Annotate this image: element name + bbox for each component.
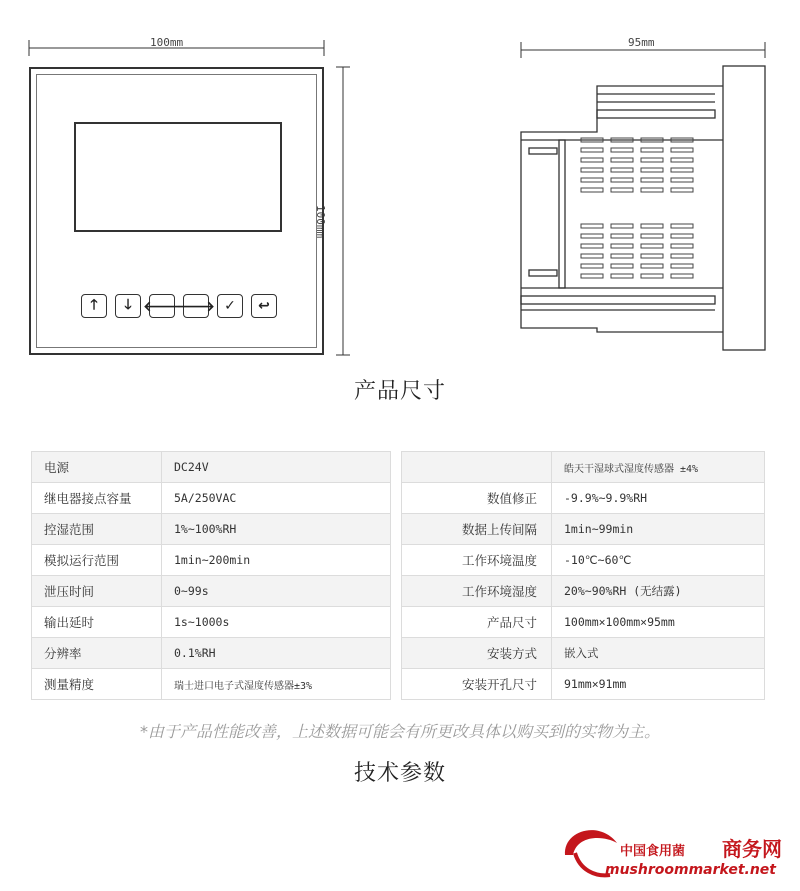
table-row bbox=[402, 669, 765, 700]
table-row bbox=[402, 638, 765, 669]
front-width-label: 100mm bbox=[150, 36, 184, 49]
spec-label: 测量精度 bbox=[32, 669, 162, 700]
left-arrow-icon[interactable]: 🡐 bbox=[149, 294, 175, 318]
table-row bbox=[402, 483, 765, 514]
spec-value: 嵌入式 bbox=[552, 638, 765, 669]
up-arrow-icon[interactable]: 🡑 bbox=[81, 294, 107, 318]
display-screen bbox=[74, 122, 282, 232]
table-row bbox=[32, 514, 391, 545]
dimensions-caption: 产品尺寸 bbox=[353, 379, 446, 404]
spec-value: 5A/250VAC bbox=[162, 483, 391, 514]
table-row bbox=[402, 576, 765, 607]
spec-value: 1s~1000s bbox=[162, 607, 391, 638]
spec-table-left bbox=[31, 451, 391, 700]
table-row bbox=[32, 638, 391, 669]
return-icon[interactable]: ↩ bbox=[251, 294, 277, 318]
spec-value: 91mm×91mm bbox=[552, 669, 765, 700]
spec-label: 控湿范围 bbox=[32, 514, 162, 545]
table-row bbox=[32, 483, 391, 514]
spec-label: 泄压时间 bbox=[32, 576, 162, 607]
spec-label bbox=[402, 452, 552, 483]
spec-value: 皓天干湿球式湿度传感器 ±4% bbox=[552, 452, 765, 483]
spec-value: -9.9%~9.9%RH bbox=[552, 483, 765, 514]
spec-value: -10℃~60℃ bbox=[552, 545, 765, 576]
right-arrow-icon[interactable]: 🡒 bbox=[183, 294, 209, 318]
spec-label: 数据上传间隔 bbox=[402, 514, 552, 545]
spec-table-right bbox=[401, 451, 765, 700]
side-depth-label: 95mm bbox=[628, 36, 655, 49]
spec-value: 1%~100%RH bbox=[162, 514, 391, 545]
spec-value: 瑞士进口电子式湿度传感器±3% bbox=[162, 669, 391, 700]
table-row bbox=[32, 576, 391, 607]
front-height-label: 100mm bbox=[314, 205, 327, 239]
spec-label: 安装开孔尺寸 bbox=[402, 669, 552, 700]
watermark-en: mushroommarket.net bbox=[605, 862, 776, 878]
watermark-cn: 中国食用菌 bbox=[620, 844, 686, 859]
front-height-dimension bbox=[333, 60, 353, 360]
specs-caption: 技术参数 bbox=[353, 761, 446, 786]
table-row bbox=[402, 545, 765, 576]
spec-label: 继电器接点容量 bbox=[32, 483, 162, 514]
spec-label: 电源 bbox=[32, 452, 162, 483]
table-row bbox=[32, 545, 391, 576]
table-row bbox=[402, 607, 765, 638]
disclaimer-note: *由于产品性能改善，上述数据可能会有所更改具体以购买到的实物为主。 bbox=[139, 722, 660, 741]
spec-value: 0.1%RH bbox=[162, 638, 391, 669]
side-view-drawing bbox=[515, 60, 775, 360]
table-row bbox=[402, 452, 765, 483]
spec-label: 工作环境湿度 bbox=[402, 576, 552, 607]
spec-value: 20%~90%RH (无结露) bbox=[552, 576, 765, 607]
watermark-big: 商务网 bbox=[722, 837, 782, 861]
spec-label: 分辨率 bbox=[32, 638, 162, 669]
spec-label: 模拟运行范围 bbox=[32, 545, 162, 576]
spec-value: 0~99s bbox=[162, 576, 391, 607]
spec-value: DC24V bbox=[162, 452, 391, 483]
spec-label: 工作环境温度 bbox=[402, 545, 552, 576]
spec-label: 产品尺寸 bbox=[402, 607, 552, 638]
spec-label: 数值修正 bbox=[402, 483, 552, 514]
table-row bbox=[32, 607, 391, 638]
spec-value: 100mm×100mm×95mm bbox=[552, 607, 765, 638]
table-row bbox=[32, 452, 391, 483]
table-row bbox=[402, 514, 765, 545]
down-arrow-icon[interactable]: 🡓 bbox=[115, 294, 141, 318]
spec-value: 1min~99min bbox=[552, 514, 765, 545]
check-icon[interactable]: ✓ bbox=[217, 294, 243, 318]
spec-label: 输出延时 bbox=[32, 607, 162, 638]
spec-value: 1min~200min bbox=[162, 545, 391, 576]
table-row bbox=[32, 669, 391, 700]
spec-label: 安装方式 bbox=[402, 638, 552, 669]
